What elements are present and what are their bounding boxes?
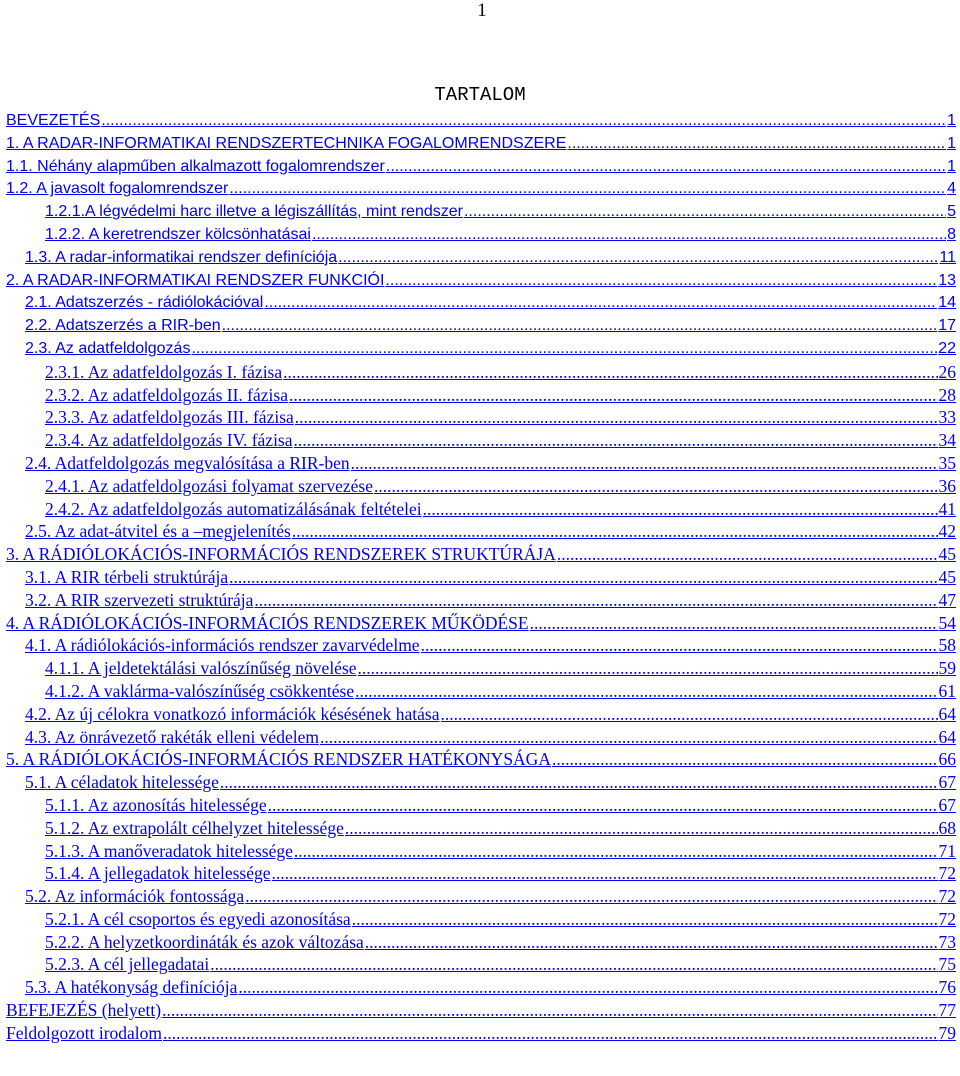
toc-entry-title: 4.2. Az új célokra vonatkozó információk késésének hatása [25,703,440,724]
toc-leader-dots [552,748,938,771]
toc-leader-dots [254,589,937,612]
toc-entry-title: 5.2.1. A cél csoportos és egyedi azonosítása [45,908,351,929]
toc-leader-dots [229,566,937,589]
toc-entry-page: 64 [938,703,956,724]
toc-entry-page: 79 [938,1022,956,1043]
toc-entry-page: 8 [947,225,956,243]
toc-entry-title: 5.2.3. A cél jellegadatai [45,954,210,975]
toc-entry-title: 2.3.3. Az adatfeldolgozás III. fázisa [45,407,294,428]
toc-entry[interactable] [0,498,960,521]
toc-entry-page: 67 [938,794,956,815]
toc-leader-dots [268,794,938,817]
toc-entry[interactable] [0,885,960,908]
toc-entry-page: 33 [938,407,956,428]
toc-entry-page: 72 [938,908,956,929]
toc-entry[interactable] [0,247,960,270]
toc-entry[interactable] [0,338,960,361]
toc-entry[interactable] [0,703,960,726]
toc-leader-dots [530,612,938,635]
toc-entry-title: 4. A RÁDIÓLOKÁCIÓS-INFORMÁCIÓS RENDSZEREK MŰKÖDÉSE [6,612,529,633]
toc-title: TARTALOM [434,84,526,106]
toc-leader-dots [385,270,937,293]
toc-entry[interactable] [0,384,960,407]
toc-entry-page: 17 [938,317,956,335]
toc-leader-dots [567,133,946,156]
toc-entry[interactable] [0,748,960,771]
toc-entry-title: 1.1. Néhány alapműben alkalmazott fogalomrendszer [6,157,385,175]
toc-leader-dots [220,771,938,794]
toc-entry-title: Feldolgozott irodalom [6,1022,163,1043]
toc-entry-page: 75 [938,954,956,975]
toc-entry-title: 3. A RÁDIÓLOKÁCIÓS-INFORMÁCIÓS RENDSZEREK STRUKTÚRÁJA [6,544,556,565]
toc-entry[interactable] [0,976,960,999]
toc-entry[interactable] [0,589,960,612]
toc-entry[interactable] [0,1022,960,1045]
toc-entry-page: 26 [938,361,956,382]
toc-entry[interactable] [0,999,960,1022]
toc-entry-page: 68 [938,817,956,838]
toc-entry-title: 4.1. A rádiólokációs-információs rendszer zavarvédelme [25,635,420,656]
toc-entry[interactable] [0,953,960,976]
toc-leader-dots [352,908,938,931]
toc-entry-page: 67 [938,772,956,793]
toc-entry-title: 2.3.4. Az adatfeldolgozás IV. fázisa [45,430,293,451]
toc-leader-dots [557,543,938,566]
toc-entry[interactable] [0,726,960,749]
toc-entry-page: 1 [947,112,956,129]
toc-entry-title: 3.1. A RIR térbeli struktúrája [25,566,229,587]
toc-entry[interactable] [0,817,960,840]
toc-leader-dots [210,953,937,976]
toc-leader-dots [365,931,938,954]
toc-entry[interactable] [0,133,960,156]
toc-entry-page: 4 [947,180,956,198]
toc-leader-dots [264,292,937,315]
toc-entry-title: 5.1.3. A manőveradatok hitelessége [45,840,293,861]
toc-entry[interactable] [0,201,960,224]
toc-entry-page: 36 [938,475,956,496]
toc-leader-dots [283,361,937,384]
toc-entry-title: 5.1. A céladatok hitelessége [25,772,219,793]
toc-entry[interactable] [0,862,960,885]
toc-entry[interactable] [0,429,960,452]
toc-leader-dots [101,110,946,133]
toc-entry[interactable] [0,361,960,384]
toc-entry-title: 5.3. A hatékonyság definíciója [25,977,238,998]
toc-leader-dots [163,1022,937,1045]
toc-leader-dots [421,634,938,657]
toc-entry-title: 2.1. Adatszerzés - rádiólokációval [25,294,264,312]
toc-entry[interactable] [0,566,960,589]
toc-entry[interactable] [0,178,960,201]
toc-entry-page: 72 [938,863,956,884]
toc-entry[interactable] [0,908,960,931]
toc-leader-dots [374,475,938,498]
toc-entry[interactable] [0,292,960,315]
toc-entry-page: 45 [938,544,956,565]
toc-leader-dots [441,703,938,726]
toc-entry[interactable] [0,406,960,429]
toc-entry-page: 14 [938,294,956,312]
toc-leader-dots [294,840,938,863]
toc-entry-title: 5.2. Az információk fontossága [25,886,245,907]
toc-leader-dots [423,498,938,521]
toc-entry[interactable] [0,475,960,498]
toc-entry-title: 5.1.4. A jellegadatok hitelessége [45,863,271,884]
toc-entry-page: 71 [938,840,956,861]
toc-entry-page: 54 [938,612,956,633]
toc-entry-title: BEVEZETÉS [6,112,101,129]
toc-leader-dots [345,817,938,840]
toc-entry[interactable] [0,794,960,817]
toc-entry-title: 2. A RADAR-INFORMATIKAI RENDSZER FUNKCIÓI [6,271,385,289]
toc-entry[interactable] [0,270,960,293]
toc-entry-title: 2.4.2. Az adatfeldolgozás automatizálásának feltételei [45,498,422,519]
toc-entry[interactable] [0,657,960,680]
toc-leader-dots [245,885,937,908]
toc-entry-title: 2.2. Adatszerzés a RIR-ben [25,317,221,335]
toc-entry-page: 1 [947,157,956,175]
toc-entry[interactable] [0,612,960,635]
table-of-contents [0,110,960,1045]
toc-entry[interactable] [0,156,960,179]
toc-entry[interactable] [0,840,960,863]
toc-leader-dots [162,999,937,1022]
toc-leader-dots [289,384,938,407]
toc-leader-dots [358,657,938,680]
toc-entry[interactable] [0,634,960,657]
toc-entry-title: 2.4.1. Az adatfeldolgozási folyamat szervezése [45,475,373,496]
toc-entry-page: 45 [938,566,956,587]
toc-entry-title: 5.2.2. A helyzetkoordináták és azok változása [45,931,364,952]
toc-entry-title: 2.4. Adatfeldolgozás megvalósítása a RIR-ben [25,452,350,473]
toc-entry[interactable] [0,771,960,794]
toc-entry-page: 11 [939,248,956,266]
toc-leader-dots [238,976,937,999]
toc-entry[interactable] [0,931,960,954]
toc-entry-title: 3.2. A RIR szervezeti struktúrája [25,589,254,610]
toc-leader-dots [229,178,946,201]
toc-leader-dots [338,247,938,270]
page-number: 1 [477,0,487,21]
toc-entry-title: 1.2.1.A légvédelmi harc illetve a légiszállítás, mint rendszer [45,203,463,221]
toc-entry-page: 64 [938,726,956,747]
toc-entry[interactable] [0,224,960,247]
toc-leader-dots [292,520,938,543]
toc-entry-title: 2.3. Az adatfeldolgozás [25,339,191,357]
toc-entry-page: 59 [938,658,956,679]
toc-entry-page: 41 [938,498,956,519]
toc-entry-page: 28 [938,384,956,405]
toc-entry-title: 2.3.1. Az adatfeldolgozás I. fázisa [45,361,283,382]
toc-entry-title: 1.2.2. A keretrendszer kölcsönhatásai [45,225,311,243]
toc-entry[interactable] [0,110,960,133]
toc-leader-dots [191,338,937,361]
toc-entry-page: 61 [938,680,956,701]
toc-leader-dots [294,429,938,452]
toc-entry-title: 1.2. A javasolt fogalomrendszer [6,180,229,198]
toc-leader-dots [355,680,937,703]
toc-entry-page: 77 [938,1000,956,1021]
toc-entry-title: 5.1.2. Az extrapolált célhelyzet hitelessége [45,817,344,838]
toc-entry-page: 76 [938,977,956,998]
toc-entry-page: 73 [938,931,956,952]
toc-entry-page: 42 [938,521,956,542]
toc-entry-title: 1.3. A radar-informatikai rendszer definíciója [25,248,338,266]
toc-leader-dots [464,201,946,224]
toc-entry-page: 47 [938,589,956,610]
toc-entry-title: 5. A RÁDIÓLOKÁCIÓS-INFORMÁCIÓS RENDSZER HATÉKONYSÁGA [6,749,551,770]
toc-entry-title: 4.3. Az önrávezető rakéták elleni védelem [25,726,319,747]
toc-entry-page: 72 [938,886,956,907]
toc-entry-page: 35 [938,452,956,473]
toc-leader-dots [312,224,946,247]
toc-entry-page: 22 [938,339,956,357]
toc-entry-title: 4.1.1. A jeldetektálási valószínűség növelése [45,658,357,679]
toc-leader-dots [320,726,938,749]
toc-entry-page: 58 [938,635,956,656]
toc-entry[interactable] [0,315,960,338]
toc-entry-title: 1. A RADAR-INFORMATIKAI RENDSZERTECHNIKA FOGALOMRENDSZERE [6,134,567,152]
toc-entry[interactable] [0,680,960,703]
toc-leader-dots [272,862,938,885]
toc-entry-page: 13 [938,271,956,289]
toc-leader-dots [222,315,938,338]
toc-entry[interactable] [0,543,960,566]
toc-entry-page: 34 [938,430,956,451]
toc-entry-page: 5 [947,203,956,221]
toc-entry-page: 66 [938,749,956,770]
toc-entry-title: 2.5. Az adat-átvitel és a –megjelenítés [25,521,291,542]
toc-entry-title: 2.3.2. Az adatfeldolgozás II. fázisa [45,384,288,405]
toc-leader-dots [351,452,938,475]
toc-leader-dots [386,156,946,179]
toc-entry-title: BEFEJEZÉS (helyett) [6,1000,162,1021]
toc-entry-page: 1 [947,134,956,152]
toc-entry[interactable] [0,452,960,475]
toc-entry-title: 4.1.2. A vaklárma-valószínűség csökkentése [45,680,355,701]
toc-leader-dots [295,406,938,429]
toc-entry[interactable] [0,520,960,543]
toc-entry-title: 5.1.1. Az azonosítás hitelessége [45,794,267,815]
